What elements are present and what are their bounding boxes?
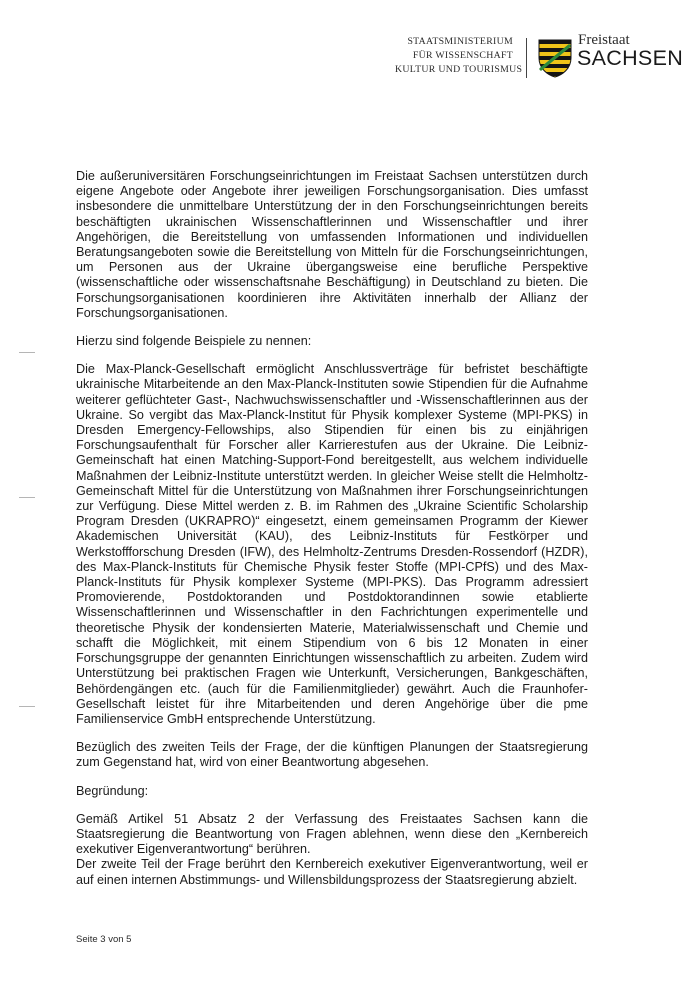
paragraph-second-part: Bezüglich des zweiten Teils der Frage, der die künftigen Planungen der Staatsregierung zum Gegenstand hat, wird von einer Beantwortung abgesehen.: [76, 740, 588, 770]
paragraph-begruendung-heading: Begründung:: [76, 783, 149, 798]
ministry-line: KULTUR UND TOURISMUS: [395, 64, 523, 75]
paragraph-examples: Die Max-Planck-Gesellschaft ermöglicht Anschlussverträge für befristet beschäftigte ukrainische Mitarbeitende an den Max-Planck-Instituten sowie Stipendien für die Aufnahme weiterer geflüchteter Gast-, Nachwuchswissenschaftler und -Wissenschaftlerinnen aus der Ukraine. So vergibt das Max-Planck-Institut für Physik komplexer Systeme (MPI-PKS) in Dresden Emergency-Fellowships, also Stipendien für einen bis zu einjährigen Forschungsaufenthalt für Forscher aller Karrierestufen aus der Ukraine. Die Leibniz-Gemeinschaft hat einen Matching-Support-Fond bereitgestellt, aus welchem individuelle Maßnahmen der Leibniz-Institute unterstützt werden. In gleicher Weise stellt die Helmholtz-Gemeinschaft Mittel für die Unterstützung von Maßnahmen ihrer Forschungseinrichtungen zur Verfügung. Diese Mittel werden z. B. im Rahmen des „Ukraine Scientific Scholarship Program Dresden (UKRAPRO)“ eingesetzt, einem gemeinsamen Programm der Kiewer Akademischen Universität (KAU), des Leibniz-Instituts für Festkörper und Werkstoffforschung Dresden (IFW), des Helmholtz-Zentrums Dresden-Rossendorf (HZDR), des Max-Planck-Instituts für Chemische Physik fester Stoffe (MPI-CPfS) und des Max-Planck-Instituts für Physik komplexer Systeme (MPI-PKS). Das Programm adressiert Promovierende, Postdoktoranden und Postdoktorandinnen sowie etablierte Wissenschaftlerinnen und Wissenschaftler in den Fachrichtungen experimentelle und theoretische Physik der kondensierten Materie, Materialwissenschaft und Chemie und schafft die Möglichkeit, mit einem Stipendium von 6 bis 12 Monaten in einer Forschungsgruppe der genannten Einrichtungen wissenschaftlich zu arbeiten. Zudem wird Unterstützung bei praktischen Fragen wie Unterkunft, Versicherungen, Bankgeschäften, Behördengängen etc. (auch für die Familienmitglieder) gewährt. Auch die Fraunhofer-Gesellschaft leistet für ihre Mitarbeitenden und deren Angehörige über die pme Familienservice GmbH entsprechende Unterstützung.: [76, 362, 588, 726]
logo-freistaat-text: Freistaat: [578, 32, 630, 48]
header-divider: [526, 38, 527, 78]
paragraph-examples-heading: Hierzu sind folgende Beispiele zu nennen:: [76, 334, 312, 349]
page-number: Seite 3 von 5: [76, 934, 132, 945]
fold-mark: [19, 497, 35, 498]
paragraph-conclusion: Der zweite Teil der Frage berührt den Kernbereich exekutiver Eigenverantwortung, weil er auf einen internen Abstimmungs- und Willensbildungsprozess der Staatsregierung abzielt.: [76, 857, 588, 887]
coat-of-arms-icon: [538, 38, 572, 78]
ministry-name: [395, 35, 523, 77]
fold-mark: [19, 706, 35, 707]
logo-sachsen-text: SACHSEN: [577, 46, 684, 70]
coat-stripe: [538, 72, 572, 76]
paragraph-article-51: Gemäß Artikel 51 Absatz 2 der Verfassung des Freistaates Sachsen kann die Staatsregierung die Beantwortung von Fragen ablehnen, wenn diese den „Kernbereich exekutiver Eigenverantwortung“ berühren.: [76, 811, 588, 857]
fold-mark: [19, 352, 35, 353]
paragraph-intro: Die außeruniversitären Forschungseinrichtungen im Freistaat Sachsen unterstützen durch eigene Angebote oder Angebote ihrer jeweiligen Forschungsorganisation. Dies umfasst insbesondere die unmittelbare Unterstützung der in den Forschungseinrichtungen bereits beschäftigten ukrainischen Wissenschaftlerinnen und Wissenschaftler und ihrer Angehörigen, die Bereitstellung von umfassenden Informationen und individuellen Beratungsangeboten sowie die Bereitstellung von Mitteln für die Forschungseinrichtungen, um Personen aus der Ukraine übergangsweise eine berufliche Perspektive (wissenschaftliche oder wissenschaftsnahe Beschäftigung) in Deutschland zu bieten. Die Forschungsorganisationen koordinieren ihre Aktivitäten innerhalb der Allianz der Forschungsorganisationen.: [76, 169, 588, 320]
coat-stripe: [538, 40, 572, 44]
document-body: [76, 169, 588, 901]
ministry-line: STAATSMINISTERIUM: [407, 36, 513, 47]
ministry-line: FÜR WISSENSCHAFT: [412, 50, 513, 61]
